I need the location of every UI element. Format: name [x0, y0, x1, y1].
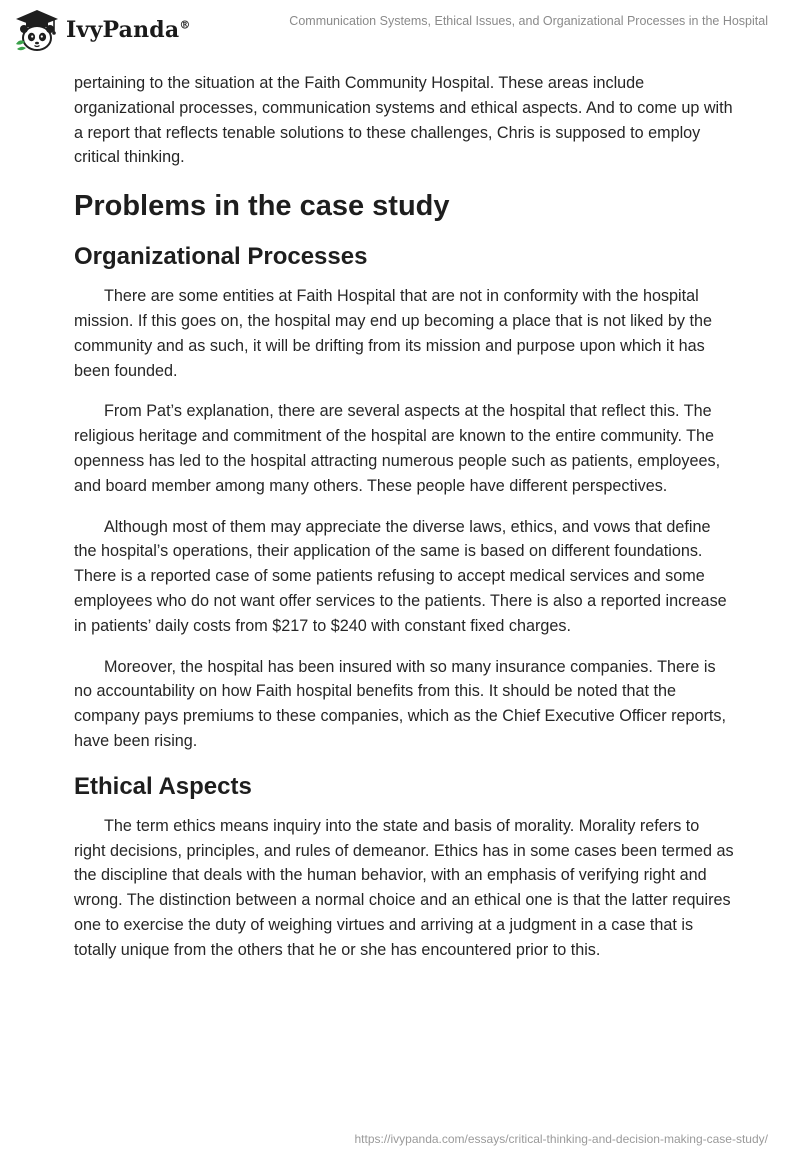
subheading-organizational-processes: Organizational Processes — [74, 243, 368, 271]
logo-text: IvyPanda® — [66, 17, 191, 43]
paragraph: From Pat’s explanation, there are several aspects at the hospital that reflect this. The religious heritage and commitment of the hospital are known to the entire community. The openness has led to the hospital attracting numerous people such as patients, employees, and board member among many others. These people have different perspectives. — [74, 402, 721, 495]
subheading-ethical-aspects: Ethical Aspects — [74, 772, 252, 800]
ivypanda-logo[interactable] — [14, 8, 191, 52]
paragraph: Moreover, the hospital has been insured with so many insurance companies. There is no accountability on how Faith hospital benefits from this. It should be noted that the company pays premiums to these companies, which as the Chief Executive Officer reports, have been rising. — [74, 657, 726, 750]
section-heading-problems: Problems in the case study — [74, 190, 450, 223]
source-url-link[interactable]: https://ivypanda.com/essays/critical-thinking-and-decision-making-case-study/ — [354, 1132, 768, 1146]
paragraph: Although most of them may appreciate the diverse laws, ethics, and vows that define the hospital’s operations, their application of the same is based on different foundations. There is a reported case of some patients refusing to accept medical services and some employees who do not want offer services to the patients. There is also a reported increase in patients’ daily costs from $217 to $240 with constant fixed charges. — [74, 517, 727, 635]
intro-paragraph: pertaining to the situation at the Faith Community Hospital. These areas include organizational processes, communication systems and ethical aspects. And to come up with a report that reflects tenable solutions to these challenges, Chris is supposed to employ critical thinking. — [74, 74, 733, 167]
page-header — [0, 0, 800, 62]
paragraph: The term ethics means inquiry into the state and basis of morality. Morality refers to right decisions, principles, and rules of demeanor. Ethics has in some cases been termed as the discipline that deals with the human behavior, with an emphasis of verifying right and wrong. The distinction between a normal choice and an ethical one is that the latter requires one to exercise the duty of weighing virtues and arriving at a judgment in a case that is totally unique from the others that he or she has encountered prior to this. — [74, 816, 734, 959]
document-title: Communication Systems, Ethical Issues, and Organizational Processes in the Hospital — [289, 14, 768, 28]
panda-graduate-icon — [14, 8, 60, 52]
paragraph: There are some entities at Faith Hospital that are not in conformity with the hospital mission. If this goes on, the hospital may end up becoming a place that is not liked by the community and as such, it will be drifting from its mission and purpose upon which it has been founded. — [74, 287, 712, 380]
article-body — [74, 71, 734, 979]
